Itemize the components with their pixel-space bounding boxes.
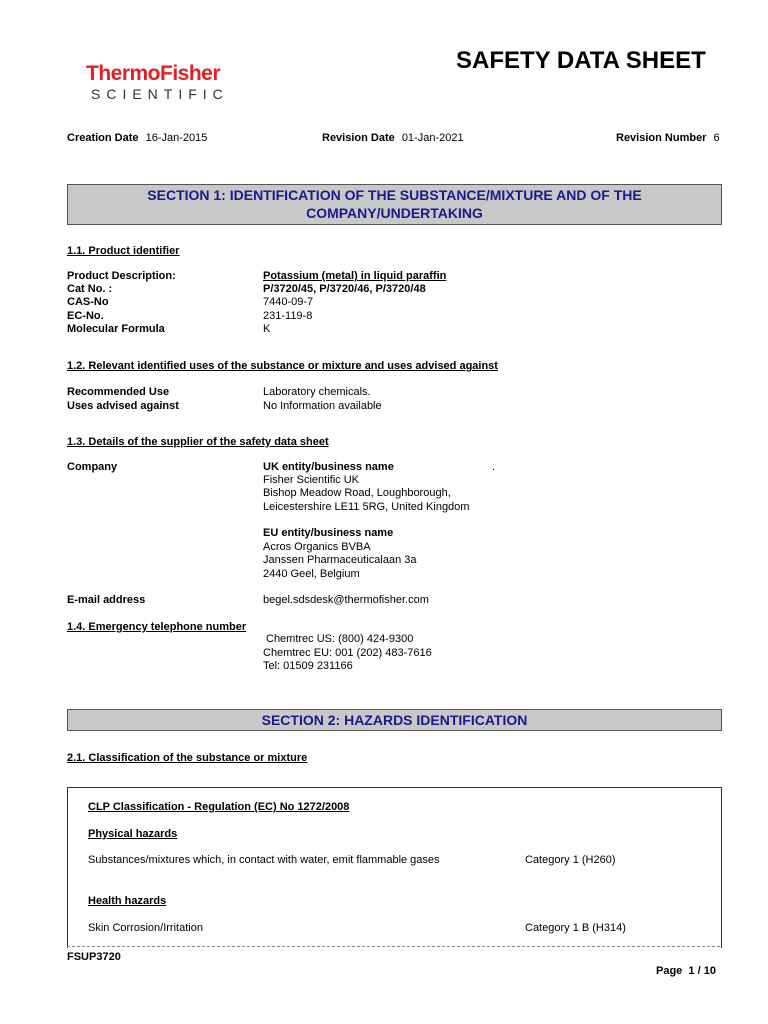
product-identifier-table [67, 270, 727, 340]
molecular-formula-label: Molecular Formula [67, 323, 165, 335]
uses-advised-against-value: No Information available [263, 400, 382, 412]
section1-header [67, 184, 722, 225]
cat-no-label: Cat No. : [67, 283, 113, 295]
recommended-use-label: Recommended Use [67, 386, 170, 398]
logo-thermofisher: ThermoFisher [86, 62, 221, 85]
physical-hazards-title: Physical hazards [88, 828, 178, 840]
uk-entity-line3: Leicestershire LE11 5RG, United Kingdom [263, 501, 470, 513]
health-hazards-title: Health hazards [88, 895, 167, 907]
footer-divider [67, 946, 720, 947]
clp-title: CLP Classification - Regulation (EC) No 1272/2008 [88, 801, 350, 813]
revision-date [322, 131, 464, 145]
footer-page-label: Page [656, 965, 683, 977]
phone-chemtrec-eu: Chemtrec EU: 001 (202) 483-7616 [263, 647, 432, 659]
footer-page-value: 1 / 10 [688, 965, 716, 977]
logo-scientific: SCIENTIFIC [91, 86, 229, 102]
document-title: SAFETY DATA SHEET [456, 47, 706, 74]
email-label: E-mail address [67, 594, 146, 606]
creation-date [67, 131, 207, 145]
eu-entity-line1: Acros Organics BVBA [263, 541, 371, 553]
creation-date-value: 16-Jan-2015 [145, 132, 208, 144]
product-description-value: Potassium (metal) in liquid paraffin [263, 270, 447, 282]
cas-no-value: 7440-09-7 [263, 296, 314, 308]
subsection-1-3-title: 1.3. Details of the supplier of the safety data sheet [67, 436, 329, 448]
ec-no-label: EC-No. [67, 310, 104, 322]
uses-advised-against-label: Uses advised against [67, 400, 179, 412]
cas-no-label: CAS-No [67, 296, 109, 308]
uk-entity-title: UK entity/business name [263, 461, 394, 473]
cat-no-value: P/3720/45, P/3720/46, P/3720/48 [263, 283, 426, 295]
molecular-formula-value: K [263, 323, 271, 335]
ec-no-value: 231-119-8 [263, 310, 313, 322]
eu-entity-line3: 2440 Geel, Belgium [263, 568, 360, 580]
clp-classification-box [67, 787, 722, 948]
phone-tel: Tel: 01509 231166 [263, 660, 353, 672]
phone-chemtrec-us: Chemtrec US: (800) 424-9300 [266, 633, 414, 645]
recommended-use-value: Laboratory chemicals. [263, 386, 371, 398]
revision-number [616, 131, 720, 145]
company-label: Company [67, 461, 118, 473]
uk-entity-dot: . [492, 461, 496, 473]
emergency-phones [67, 633, 727, 675]
footer-page-number [656, 965, 716, 977]
section2-header: SECTION 2: HAZARDS IDENTIFICATION [67, 709, 722, 731]
email-value[interactable]: begel.sdsdesk@thermofisher.com [263, 594, 429, 606]
product-description-label: Product Description: [67, 270, 176, 282]
subsection-1-4-title: 1.4. Emergency telephone number [67, 621, 247, 633]
email-row [67, 594, 727, 608]
physical-hazard-category: Category 1 (H260) [525, 854, 616, 866]
creation-date-label: Creation Date [67, 132, 139, 144]
health-hazard-category: Category 1 B (H314) [525, 922, 626, 934]
revision-number-label: Revision Number [616, 132, 707, 144]
revision-date-label: Revision Date [322, 132, 395, 144]
uk-entity-line1: Fisher Scientific UK [263, 474, 359, 486]
physical-hazard-item: Substances/mixtures which, in contact with water, emit flammable gases [88, 854, 440, 866]
health-hazard-item: Skin Corrosion/Irritation [88, 922, 203, 934]
section1-title-line1: SECTION 1: IDENTIFICATION OF THE SUBSTANCE/MIXTURE AND OF THE [147, 187, 642, 203]
uk-entity-line2: Bishop Meadow Road, Loughborough, [263, 487, 451, 499]
subsection-1-1-title: 1.1. Product identifier [67, 245, 180, 257]
revision-number-value: 6 [713, 132, 720, 144]
subsection-2-1-title: 2.1. Classification of the substance or mixture [67, 752, 308, 764]
eu-entity-line2: Janssen Pharmaceuticalaan 3a [263, 554, 417, 566]
uses-table [67, 386, 727, 416]
section1-title-line2: COMPANY/UNDERTAKING [306, 205, 483, 221]
supplier-details [67, 461, 727, 586]
footer-document-code: FSUP3720 [67, 951, 121, 963]
subsection-1-2-title: 1.2. Relevant identified uses of the substance or mixture and uses advised against [67, 360, 498, 372]
revision-date-value: 01-Jan-2021 [401, 132, 464, 144]
eu-entity-title: EU entity/business name [263, 527, 394, 539]
